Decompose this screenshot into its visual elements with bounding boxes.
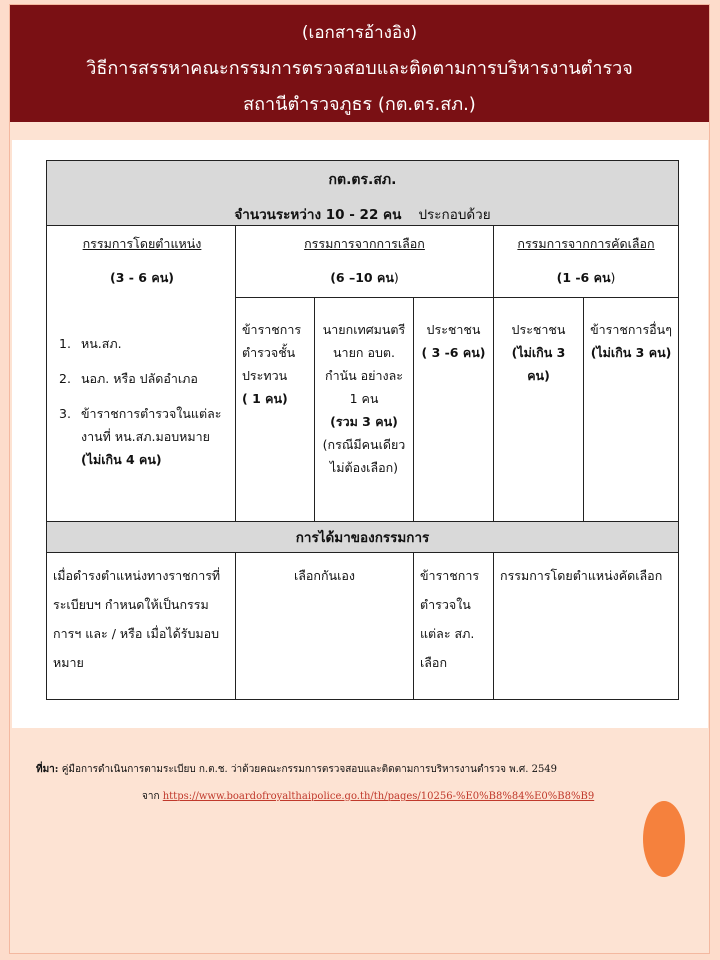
elected-police-cell: ข้าราชการตำรวจชั้นประทวน ( 1 คน) [236,298,315,522]
position-members-cell [47,226,236,522]
source-citation [36,762,676,804]
acquisition-elect-cell: เลือกกันเอง [236,553,414,700]
selected-public-cell: ประชาชน (ไม่เกิน 3 คน) [494,298,584,522]
group-count: (6 –10 คน) [330,270,399,285]
group-count: (3 - 6 คน) [110,270,174,285]
table-container [12,140,708,728]
group-title: กรรมการโดยตำแหน่ง [82,236,202,251]
acquisition-section-header: การได้มาของกรรมการ [47,522,679,553]
group-title: กรรมการจากการเลือก [304,236,425,251]
source-from: จาก [142,791,160,802]
selected-other-cell: ข้าราชการอื่นๆ (ไม่เกิน 3 คน) [584,298,679,522]
page-title: วิธีการสรรหาคณะกรรมการตรวจสอบและติดตามการบริหารงานตำรวจ [86,58,633,79]
group-count: (1 -6 คน) [556,270,616,285]
selected-members-header [494,226,679,298]
list-item: 1. หน.สภ. [59,336,122,351]
elected-members-header [236,226,494,298]
acquisition-position-cell: เมื่อดำรงตำแหน่งทางราชการที่ระเบียบฯ กำหนดให้เป็นกรรมการฯ และ / หรือ เมื่อได้รับมอบหมาย [47,553,236,700]
table-title: กต.ตร.สภ. [328,172,397,188]
table-title-cell [47,161,679,226]
acquisition-police-cell: ข้าราชการตำรวจในแต่ละ สภ. เลือก [414,553,494,700]
decorative-circle [643,801,685,877]
elected-public-cell: ประชาชน ( 3 -6 คน) [414,298,494,522]
acquisition-select-cell: กรรมการโดยตำแหน่งคัดเลือก [494,553,679,700]
list-item: 2. นอภ. หรือ ปลัดอำเภอ [59,371,198,386]
source-label: ที่มา: [36,764,59,775]
source-link[interactable]: https://www.boardofroyalthaipolice.go.th/th/pages/10256-%E0%B8%84%E0%B8%B9 [162,791,595,802]
title-banner [10,5,709,122]
elected-local-cell: นายกเทศมนตรี นายก อบต. กำนัน อย่างละ 1 คน (รวม 3 คน) (กรณีมีคนเดียว ไม่ต้องเลือก) [315,298,414,522]
doc-reference-label: (เอกสารอ้างอิง) [301,23,418,43]
table-subtitle: จำนวนระหว่าง 10 - 22 คน ประกอบด้วย [234,207,491,223]
group-title: กรรมการจากการคัดเลือก [517,236,655,251]
source-text: คู่มือการดำเนินการตามระเบียบ ก.ต.ช. ว่าด้วยคณะกรรมการตรวจสอบและติดตามการบริหารงานตำรวจ พ.ศ. 2549 [61,764,558,775]
list-item: 3. ข้าราชการตำรวจในแต่ละงานที่ หน.สภ.มอบหมาย (ไม่เกิน 4 คน) [59,406,222,467]
page-subtitle: สถานีตำรวจภูธร (กต.ตร.สภ.) [243,94,476,115]
committee-table [46,160,679,700]
